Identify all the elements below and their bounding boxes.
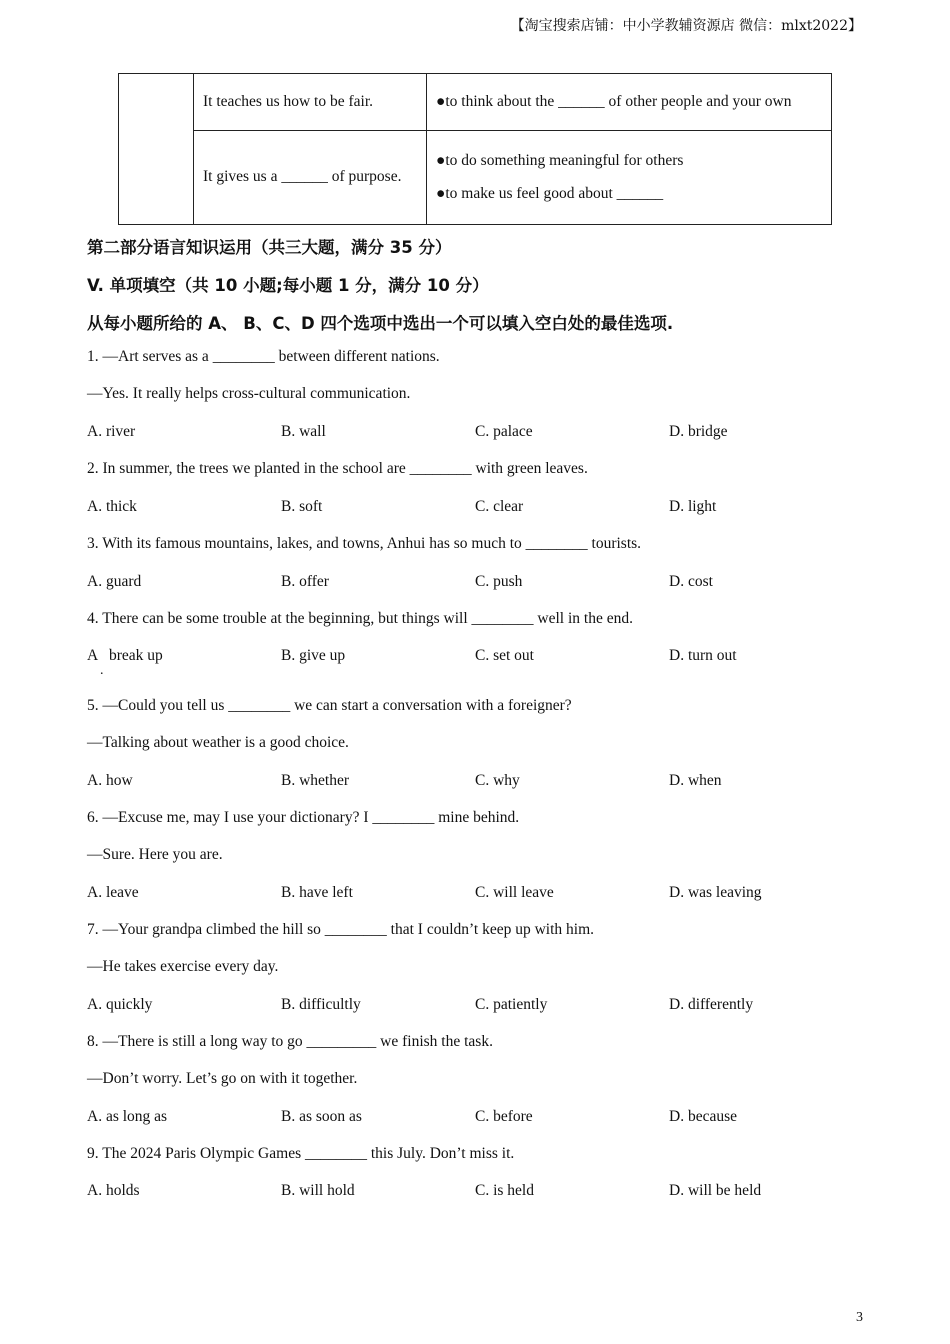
part-title: 第二部分语言知识运用（共三大题，满分 35 分）: [87, 238, 452, 257]
option-c: C. clear: [475, 498, 524, 515]
section-title: V. 单项填空（共 10 小题;每小题 1 分，满分 10 分）: [87, 276, 489, 295]
option-a: A break up: [87, 647, 163, 664]
option-b: B. as soon as: [281, 1108, 362, 1125]
option-a: A. guard: [87, 573, 142, 590]
option-a: A. as long as: [87, 1108, 168, 1125]
option-d: D. because: [669, 1108, 737, 1125]
question-stem: 9. The 2024 Paris Olympic Games ________ this July. Don’t miss it.: [87, 1145, 515, 1162]
option-a: A. quickly: [87, 996, 153, 1013]
bullet-item: ●to make us feel good about ______: [436, 184, 664, 202]
options-row: [87, 772, 867, 794]
table-cell: [427, 131, 832, 225]
option-b: B. whether: [281, 772, 350, 789]
page-number: 3: [856, 1310, 863, 1325]
option-a: A. leave: [87, 884, 139, 901]
question-stem: 5. —Could you tell us ________ we can start a conversation with a foreigner?: [87, 697, 572, 714]
option-a: A. river: [87, 423, 136, 440]
question-reply: —He takes exercise every day.: [87, 958, 279, 975]
option-b: B. will hold: [281, 1182, 355, 1199]
option-b: B. have left: [281, 884, 353, 901]
option-d: D. cost: [669, 573, 713, 590]
header-note: 【淘宝搜索店铺：中小学教辅资源店 微信：mlxt2022】: [510, 18, 862, 34]
option-d: D. bridge: [669, 423, 728, 440]
question-reply: —Sure. Here you are.: [87, 846, 223, 863]
table-row: [119, 131, 832, 225]
question-stem: 8. —There is still a long way to go _________ we finish the task.: [87, 1033, 493, 1050]
option-b: B. wall: [281, 423, 326, 440]
option-b: B. give up: [281, 647, 346, 664]
options-row: [87, 573, 867, 595]
option-d: D. differently: [669, 996, 754, 1013]
option-c: C. will leave: [475, 884, 554, 901]
option-d: D. will be held: [669, 1182, 762, 1199]
option-c: C. set out: [475, 647, 534, 664]
options-row: [87, 1108, 867, 1130]
table-cell-empty: [119, 74, 194, 225]
options-row: [87, 647, 867, 678]
option-c: C. before: [475, 1108, 533, 1125]
table-cell: It gives us a ______ of purpose.: [194, 131, 427, 225]
options-row: [87, 884, 867, 906]
table-row: [119, 74, 832, 131]
option-a: A. how: [87, 772, 133, 789]
option-d: D. turn out: [669, 647, 737, 664]
option-d: D. light: [669, 498, 717, 515]
question-reply: —Talking about weather is a good choice.: [87, 734, 349, 751]
options-row: [87, 1182, 867, 1204]
question-reply: —Yes. It really helps cross-cultural communication.: [87, 385, 411, 402]
option-c: C. patiently: [475, 996, 548, 1013]
question-stem: 2. In summer, the trees we planted in the school are ________ with green leaves.: [87, 460, 588, 477]
table-cell: ●to think about the ______ of other people and your own: [427, 74, 832, 131]
options-row: [87, 423, 867, 445]
option-c: C. push: [475, 573, 523, 590]
option-c: C. palace: [475, 423, 533, 440]
option-c: C. why: [475, 772, 520, 789]
option-d: D. was leaving: [669, 884, 762, 901]
question-stem: 4. There can be some trouble at the beginning, but things will ________ well in the end.: [87, 610, 633, 627]
options-row: [87, 996, 867, 1018]
instruction: 从每小题所给的 A、 B、C、D 四个选项中选出一个可以填入空白处的最佳选项.: [87, 314, 674, 333]
stray-dot: .: [100, 663, 104, 678]
option-b: B. soft: [281, 498, 323, 515]
option-d: D. when: [669, 772, 722, 789]
question-stem: 1. —Art serves as a ________ between different nations.: [87, 348, 440, 365]
question-stem: 6. —Excuse me, may I use your dictionary? I ________ mine behind.: [87, 809, 520, 826]
question-stem: 3. With its famous mountains, lakes, and towns, Anhui has so much to ________ tourists.: [87, 535, 642, 552]
bullet-item: ●to do something meaningful for others: [436, 151, 684, 169]
options-row: [87, 498, 867, 520]
exercise-table-fragment: [118, 73, 832, 225]
option-b: B. offer: [281, 573, 329, 590]
question-stem: 7. —Your grandpa climbed the hill so ________ that I couldn’t keep up with him.: [87, 921, 594, 938]
option-a: A. thick: [87, 498, 137, 515]
option-b: B. difficultly: [281, 996, 361, 1013]
option-a: A. holds: [87, 1182, 140, 1199]
question-reply: —Don’t worry. Let’s go on with it together.: [87, 1070, 358, 1087]
table-cell: It teaches us how to be fair.: [194, 74, 427, 131]
option-c: C. is held: [475, 1182, 534, 1199]
